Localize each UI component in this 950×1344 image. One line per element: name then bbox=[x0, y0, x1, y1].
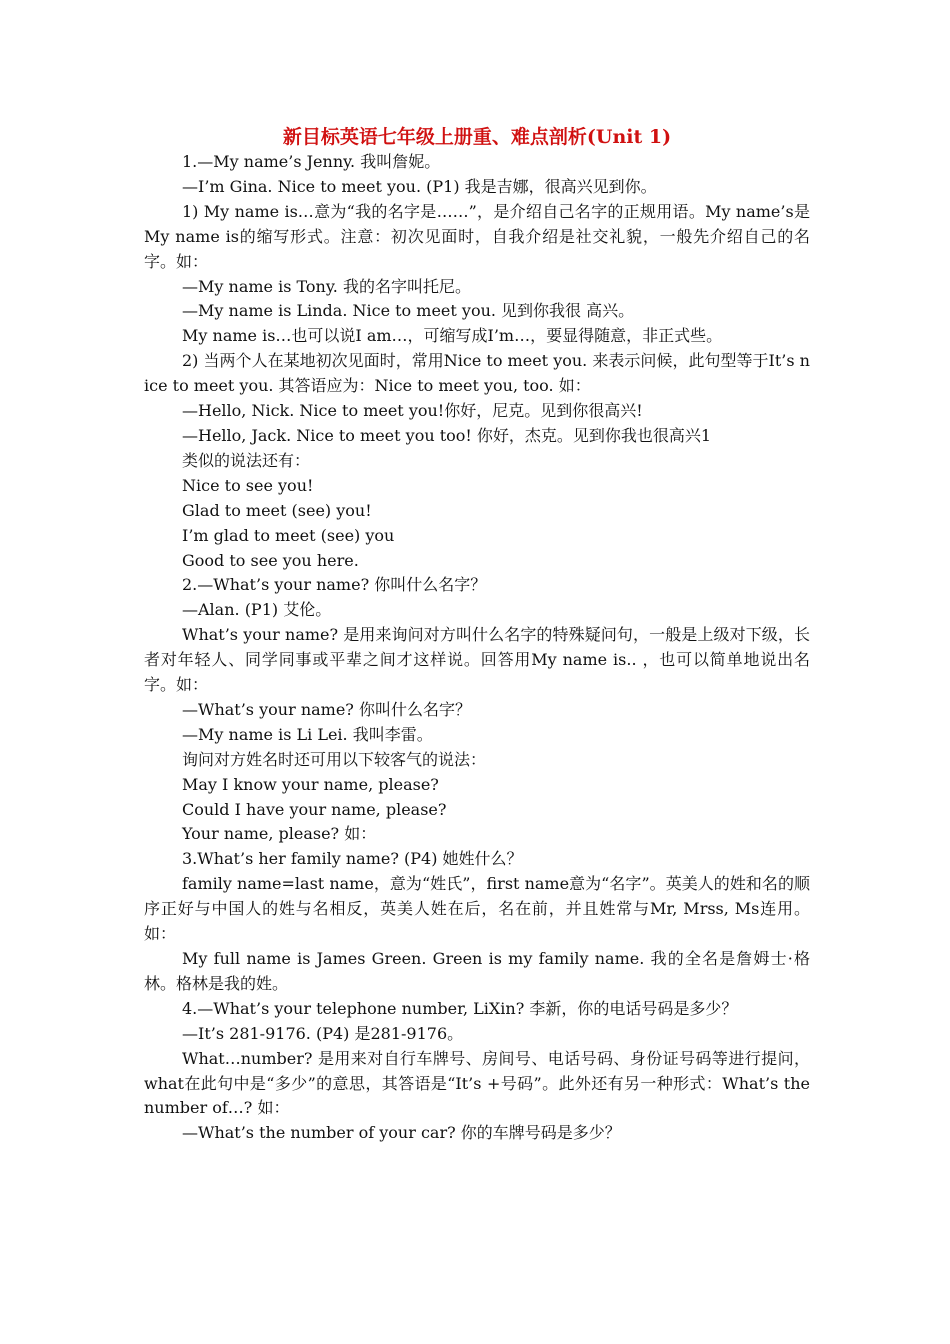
paragraph: 类似的说法还有： bbox=[182, 450, 311, 470]
document-title: 新目标英语七年级上册重、难点剖析(Unit 1) bbox=[282, 126, 672, 148]
paragraph: What…number? 是用来对自行车牌号、房间号、电话号码、身份证号码等进行提问，what在此句中是“多少”的意思，其答语是“It’s +号码”。此外还有另一种形式：What’s the number of…? 如： bbox=[144, 1048, 810, 1118]
paragraph: My name is…也可以说I am…，可缩写成I’m…，要显得随意，非正式些。 bbox=[182, 326, 723, 346]
paragraph: Good to see you here. bbox=[182, 550, 359, 570]
paragraph: Could I have your name, please? bbox=[182, 799, 447, 819]
paragraph: 1.—My name’s Jenny. 我叫詹妮。 bbox=[182, 152, 441, 171]
document-body bbox=[144, 124, 810, 1146]
paragraph: Glad to meet (see) you! bbox=[182, 500, 372, 520]
paragraph: 1) My name is…意为“我的名字是……”，是介绍自己名字的正规用语。My name’s是My name is的缩写形式。注意：初次见面时，自我介绍是社交礼貌，一般先介绍自己的名字。如： bbox=[144, 201, 810, 271]
paragraph: —I’m Gina. Nice to meet you. (P1) 我是吉娜，很高兴见到你。 bbox=[182, 176, 657, 196]
paragraph: —Hello, Nick. Nice to meet you!你好，尼克。见到你很高兴! bbox=[182, 401, 643, 421]
paragraph: 询问对方姓名时还可用以下较客气的说法： bbox=[182, 749, 487, 769]
paragraph: —My name is Linda. Nice to meet you. 见到你我很 高兴。 bbox=[182, 301, 635, 321]
paragraph: Nice to see you! bbox=[182, 475, 314, 495]
paragraph: 4.—What’s your telephone number, LiXin? 李新，你的电话号码是多少？ bbox=[182, 998, 738, 1018]
paragraph: —What’s your name? 你叫什么名字？ bbox=[182, 699, 471, 719]
paragraph: —Hello, Jack. Nice to meet you too! 你好，杰克。见到你我也很高兴1 bbox=[182, 425, 712, 445]
paragraph: My full name is James Green. Green is my family name. 我的全名是詹姆士·格林。格林是我的姓。 bbox=[144, 949, 810, 993]
paragraph: —Alan. (P1) 艾伦。 bbox=[182, 600, 332, 620]
paragraph: —My name is Li Lei. 我叫李雷。 bbox=[182, 724, 433, 744]
paragraph: May I know your name, please? bbox=[182, 774, 439, 794]
paragraph: 3.What’s her family name? (P4) 她姓什么？ bbox=[182, 849, 523, 869]
paragraph: —It’s 281-9176. (P4) 是281-9176。 bbox=[182, 1023, 464, 1043]
paragraph: Your name, please? 如： bbox=[182, 824, 377, 844]
paragraph: What’s your name? 是用来询问对方叫什么名字的特殊疑问句，一般是上级对下级，长者对年轻人、同学同事或平辈之间才这样说。回答用My name is.. ，也可以简单地说出名字。如： bbox=[144, 625, 810, 695]
paragraph: —What’s the number of your car? 你的车牌号码是多少？ bbox=[182, 1123, 621, 1143]
paragraph: 2) 当两个人在某地初次见面时，常用Nice to meet you. 来表示问候，此句型等于It’s nice to meet you. 其答语应为：Nice to meet you, too. 如： bbox=[144, 351, 810, 396]
paragraph: I’m glad to meet (see) you bbox=[182, 525, 395, 545]
paragraph: family name=last name，意为“姓氏”，first name意为“名字”。英美人的姓和名的顺序正好与中国人的姓与名相反，英美人姓在后，名在前，并且姓常与Mr, Mrss, Ms连用。如： bbox=[144, 874, 810, 944]
paragraph: —My name is Tony. 我的名字叫托尼。 bbox=[182, 276, 471, 296]
paragraph: 2.—What’s your name? 你叫什么名字？ bbox=[182, 575, 487, 595]
paragraph-list bbox=[144, 150, 810, 1146]
